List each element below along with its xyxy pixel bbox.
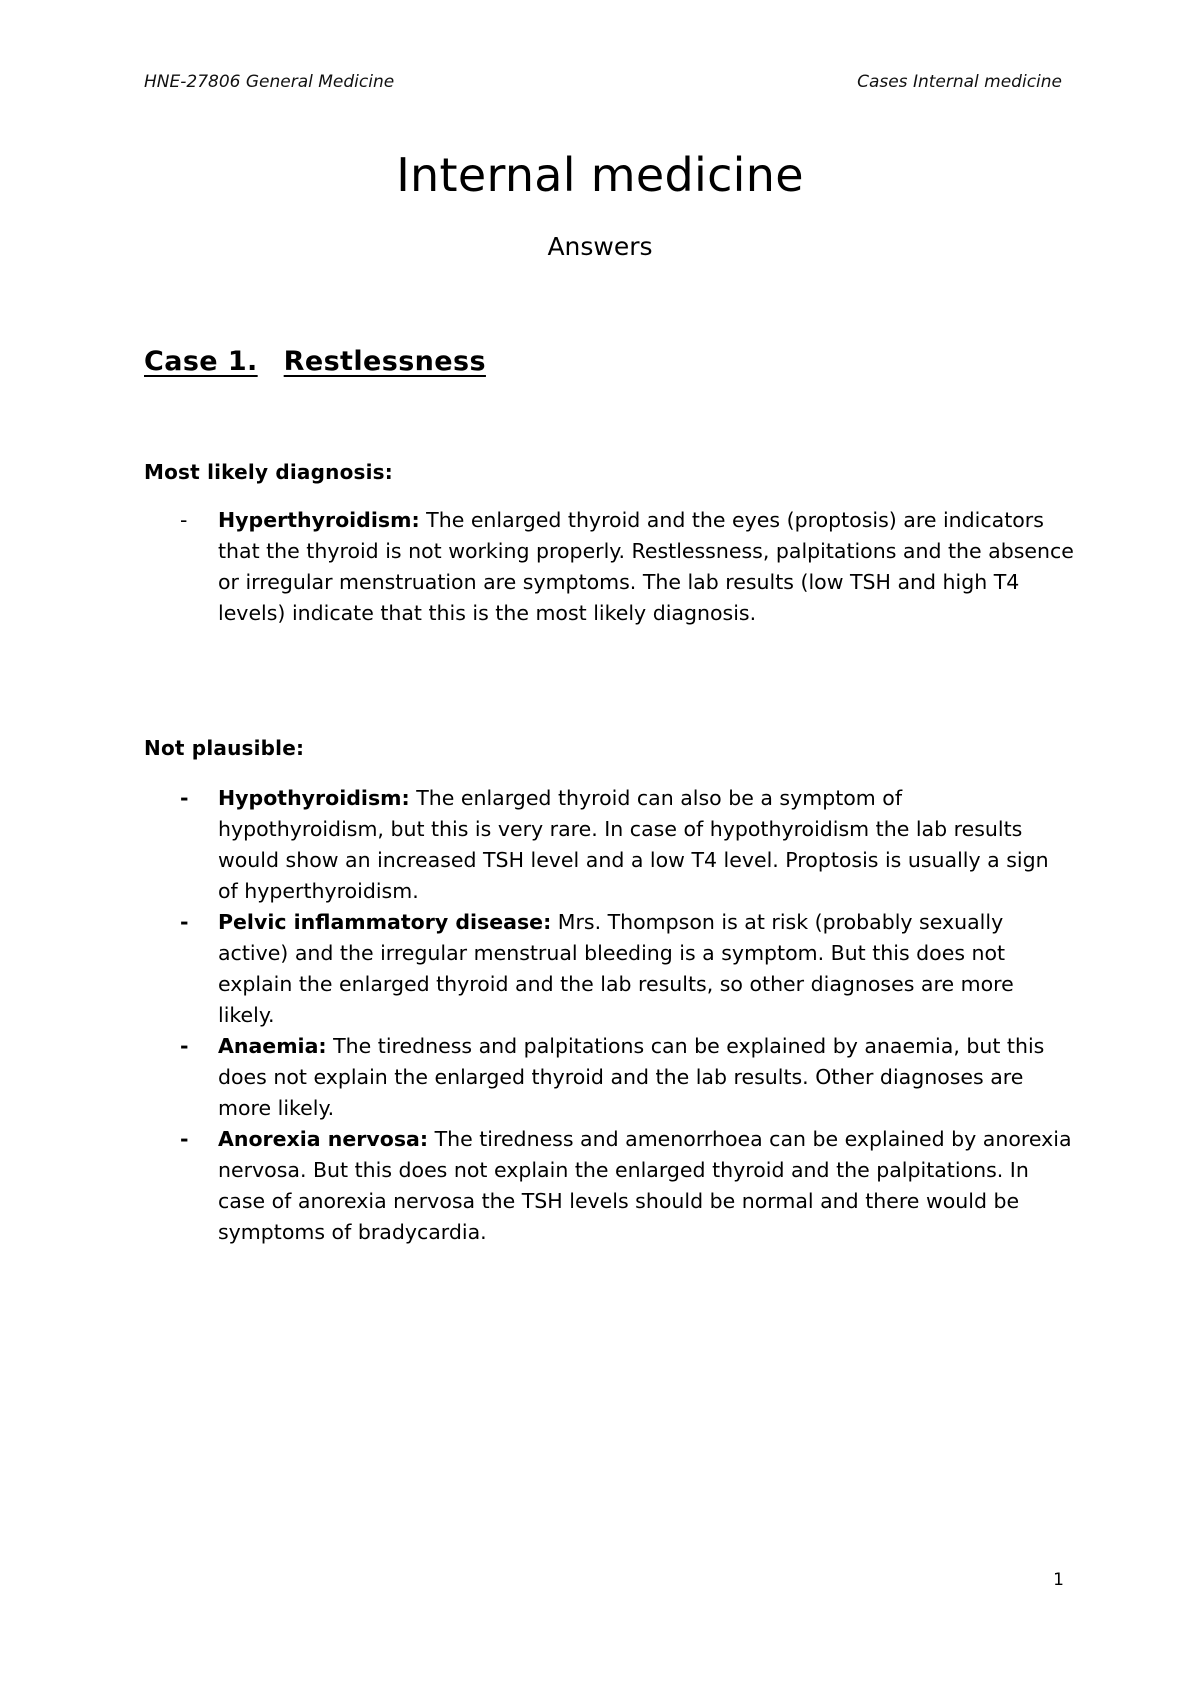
most-likely-label: Most likely diagnosis: [144,460,393,484]
list-dash: - [180,508,188,532]
not-plausible-list [144,783,1074,1248]
list-dash: - [180,1034,189,1058]
list-item [144,907,1074,1031]
diagnosis-explanation: The enlarged thyroid and the eyes (proptosis) are indicators that the thyroid is not working properly. Restlessness, palpitations and the absence or irregular menstruation are symptoms. The lab results (low TSH and high T4 levels) indicate that this is the most likely diagnosis. [218,508,1074,625]
list-dash: - [180,786,189,810]
running-header-course: HNE-27806 General Medicine [144,72,395,92]
most-likely-list [144,505,1074,629]
case-name: Restlessness [283,346,486,377]
list-item [144,505,1074,629]
list-item [144,783,1074,907]
document-title: Internal medicine [396,148,804,202]
running-header-section: Cases Internal medicine [857,72,1062,92]
diagnosis-explanation: The tiredness and amenorrhoea can be explained by anorexia nervosa. But this does not explain the enlarged thyroid and the palpitations. In case of anorexia nervosa the TSH levels should be normal and there would be symptoms of bradycardia. [218,1127,1072,1244]
diagnosis-explanation: The tiredness and palpitations can be explained by anaemia, but this does not explain the enlarged thyroid and the lab results. Other diagnoses are more likely. [218,1034,1045,1120]
diagnosis-term: Anorexia nervosa: [218,1127,429,1151]
diagnosis-explanation: The enlarged thyroid can also be a symptom of hypothyroidism, but this is very rare. In case of hypothyroidism the lab results would show an increased TSH level and a low T4 level. Proptosis is usually a sign of hyperthyroidism. [218,786,1049,903]
diagnosis-term: Pelvic inflammatory disease: [218,910,552,934]
page-number: 1 [1053,1570,1064,1590]
diagnosis-term: Hypothyroidism: [218,786,410,810]
list-item [144,1124,1074,1248]
list-item [144,1031,1074,1124]
case-heading [144,346,486,377]
diagnosis-explanation: Mrs. Thompson is at risk (probably sexually active) and the irregular menstrual bleeding is a symptom. But this does not explain the enlarged thyroid and the lab results, so other diagnoses are more likely. [218,910,1014,1027]
not-plausible-label: Not plausible: [144,736,305,760]
case-number: Case 1. [144,346,258,377]
diagnosis-term: Anaemia: [218,1034,327,1058]
list-dash: - [180,1127,189,1151]
document-subtitle: Answers [547,232,653,261]
list-dash: - [180,910,189,934]
diagnosis-term: Hyperthyroidism: [218,508,420,532]
